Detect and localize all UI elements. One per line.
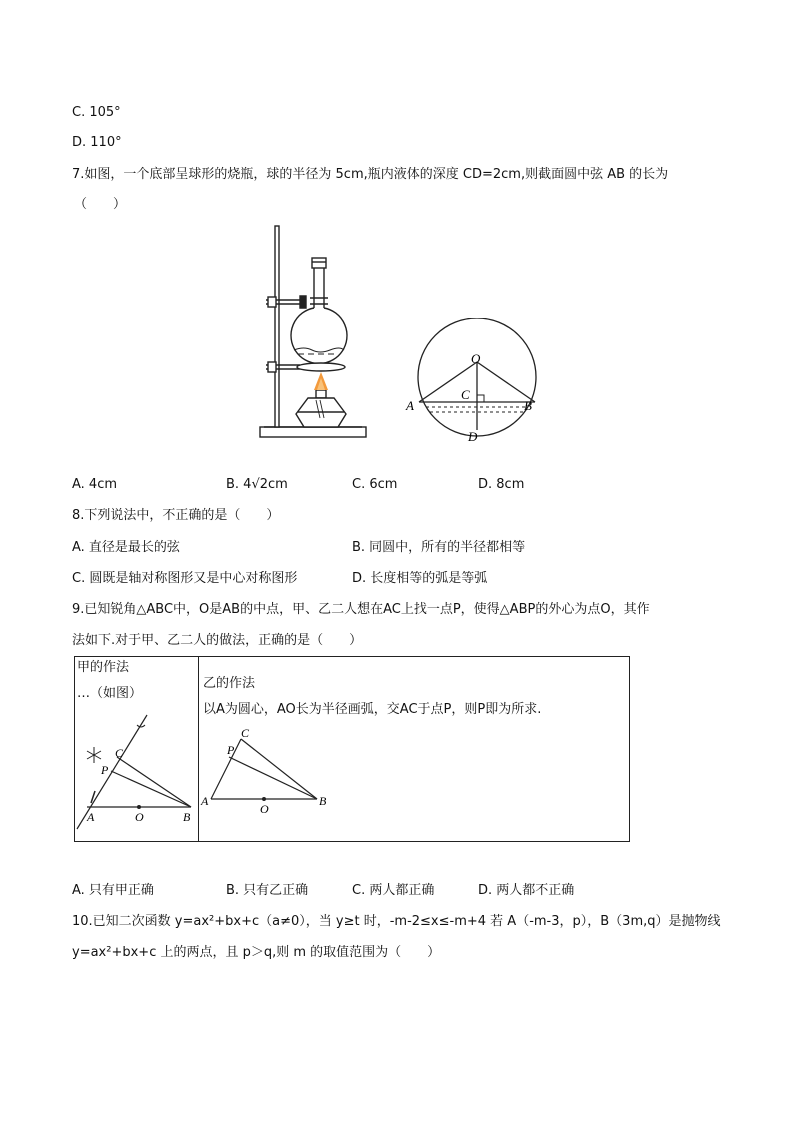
jia-label-b: B: [183, 810, 191, 824]
label-o: O: [471, 351, 481, 366]
jia-label-o: O: [135, 810, 144, 824]
q8-option-a: A. 直径是最长的弦: [72, 540, 180, 555]
jia-title: 甲的作法: [77, 660, 130, 675]
q6-option-c: C. 105°: [72, 105, 121, 120]
circle-section-figure: [404, 318, 550, 448]
q6-option-d: D. 110°: [72, 135, 122, 150]
q9-option-c: C. 两人都正确: [352, 883, 435, 898]
q7-option-c: C. 6cm: [352, 477, 398, 492]
yi-description: 以A为圆心，AO长为半径画弧，交AC于点P，则P即为所求.: [203, 702, 542, 717]
q9-method-table: [74, 656, 630, 842]
jia-label-c: C: [115, 746, 124, 760]
q9-stem-line1: 9.已知锐角△ABC中，O是AB的中点，甲、乙二人想在AC上找一点P，使得△ABP的外心为点O，其作: [72, 602, 650, 617]
q7-option-a: A. 4cm: [72, 477, 118, 492]
flask-apparatus-figure: [254, 222, 374, 442]
label-a: A: [406, 398, 414, 413]
label-d: D: [468, 429, 478, 444]
q8-option-c: C. 圆既是轴对称图形又是中心对称图形: [72, 571, 298, 586]
q7-option-d: D. 8cm: [478, 477, 525, 492]
yi-label-p: P: [227, 743, 235, 757]
jia-subtitle: …（如图）: [77, 686, 143, 701]
q8-stem: 8.下列说法中，不正确的是（ ）: [72, 508, 280, 523]
q7-stem: 7.如图，一个底部呈球形的烧瓶，球的半径为 5cm,瓶内液体的深度 CD=2cm,则截面圆中弦 AB 的长为: [72, 167, 669, 182]
yi-label-a: A: [201, 794, 209, 808]
q7-blank: （ ）: [74, 197, 127, 212]
label-b: B: [524, 398, 532, 413]
yi-label-c: C: [241, 726, 250, 740]
q7-option-b: B. 4√2cm: [226, 477, 288, 492]
q9-stem-line2: 法如下.对于甲、乙二人的做法，正确的是（ ）: [72, 633, 363, 648]
label-c: C: [461, 387, 470, 402]
q10-line1: 10.已知二次函数 y=ax²+bx+c（a≠0），当 y≥t 时，-m-2≤x≤-m+4 若 A（-m-3，p），B（3m,q）是抛物线: [72, 914, 721, 929]
q9-option-b: B. 只有乙正确: [226, 883, 309, 898]
jia-construction-figure: [75, 709, 197, 841]
yi-label-o: O: [260, 802, 269, 816]
q8-option-b: B. 同圆中，所有的半径都相等: [352, 540, 526, 555]
jia-label-a: A: [87, 810, 95, 824]
yi-label-b: B: [319, 794, 327, 808]
jia-label-p: P: [101, 763, 109, 777]
yi-construction-figure: [199, 723, 339, 819]
yi-title: 乙的作法: [203, 676, 256, 691]
q9-option-a: A. 只有甲正确: [72, 883, 154, 898]
q8-option-d: D. 长度相等的弧是等弧: [352, 571, 488, 586]
q10-line2: y=ax²+bx+c 上的两点，且 p＞q,则 m 的取值范围为（ ）: [72, 945, 441, 960]
q9-option-d: D. 两人都不正确: [478, 883, 575, 898]
